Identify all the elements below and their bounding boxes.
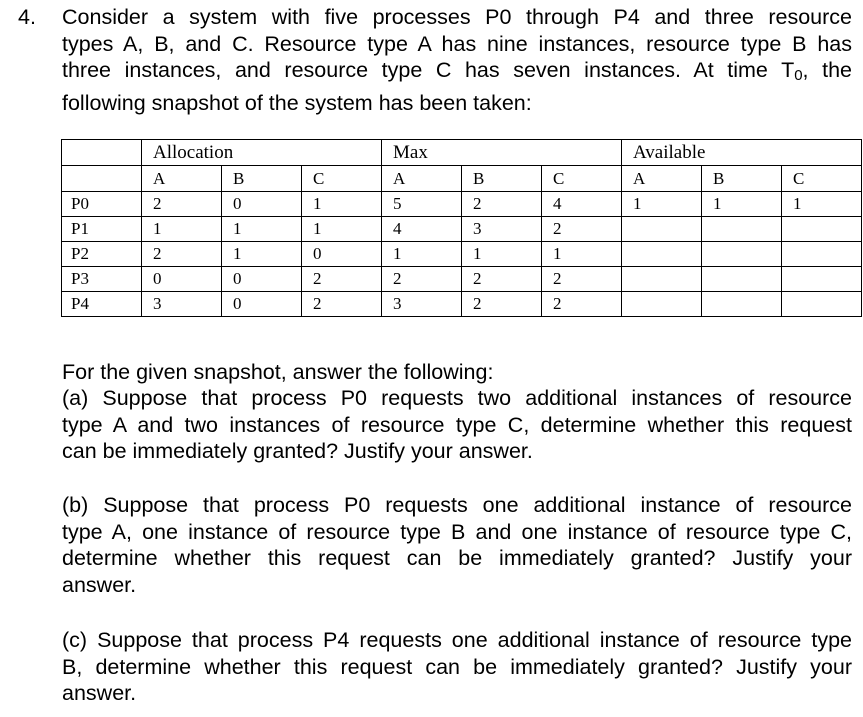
value-cell: 2 [542,292,622,317]
corner-cell [62,140,142,166]
value-cell: 2 [382,267,462,292]
part-a-line: (a) Suppose that process P0 requests two additional instances of resource [62,386,852,410]
question-intro [62,4,852,116]
process-label: P1 [62,217,142,242]
value-cell [782,267,862,292]
column-header: A [382,166,462,192]
value-cell: 1 [142,217,222,242]
value-cell: 1 [542,242,622,267]
process-row [62,242,862,267]
value-cell: 2 [462,292,542,317]
column-header: C [302,166,382,192]
part-c-line: answer. [62,681,137,705]
value-cell [622,292,702,317]
value-cell [702,292,782,317]
value-cell: 3 [462,217,542,242]
value-cell: 0 [302,242,382,267]
value-cell [622,267,702,292]
value-cell: 1 [222,242,302,267]
value-cell [622,217,702,242]
column-header-row [62,166,862,192]
column-header: A [142,166,222,192]
value-cell: 2 [542,217,622,242]
section-available: Available [622,140,862,166]
value-cell: 3 [142,292,222,317]
part-b-line: (b) Suppose that process P0 requests one additional instance of resource [62,493,852,517]
column-header: B [222,166,302,192]
value-cell [702,242,782,267]
part-b [62,492,852,598]
section-header-row [62,140,862,166]
part-a-line: type A and two instances of resource type C, determine whether this request [62,412,852,437]
part-a-line: can be immediately granted? Justify your answer. [62,439,533,463]
process-label: P2 [62,242,142,267]
value-cell: 1 [462,242,542,267]
column-header: C [782,166,862,192]
value-cell: 1 [702,192,782,217]
snapshot-table [61,139,862,317]
part-c-line: B, determine whether this request can be immediately granted? Justify your [62,654,852,679]
intro-line-text: three instances, and resource type C has seven instances. At time T [62,58,795,82]
intro-line: Consider a system with five processes P0 through P4 and three resource [62,5,852,29]
intro-line: following snapshot of the system has been taken: [62,90,532,115]
value-cell: 1 [382,242,462,267]
part-b-line: type A, one instance of resource type B and one instance of resource type C, [62,519,852,544]
value-cell: 1 [302,192,382,217]
column-header: B [462,166,542,192]
value-cell: 5 [382,192,462,217]
value-cell: 2 [302,267,382,292]
value-cell: 2 [142,192,222,217]
process-row [62,292,862,317]
corner-cell [62,166,142,192]
value-cell: 1 [222,217,302,242]
intro-line-tail: , the [802,58,852,82]
value-cell: 3 [382,292,462,317]
value-cell: 0 [222,292,302,317]
intro-line [62,57,852,90]
part-c [62,627,852,707]
value-cell: 2 [462,192,542,217]
snapshot-body [62,140,862,317]
value-cell: 2 [142,242,222,267]
process-row [62,192,862,217]
part-c-line: (c) Suppose that process P4 requests one additional instance of resource type [62,628,852,652]
value-cell [782,292,862,317]
value-cell: 0 [222,267,302,292]
value-cell: 1 [622,192,702,217]
column-header: C [542,166,622,192]
value-cell [622,242,702,267]
value-cell: 0 [222,192,302,217]
process-label: P4 [62,292,142,317]
value-cell [702,217,782,242]
value-cell: 2 [462,267,542,292]
value-cell: 2 [542,267,622,292]
question-number: 4. [18,5,36,29]
time-subscript: 0 [794,67,803,84]
column-header: A [622,166,702,192]
column-header: B [702,166,782,192]
value-cell [782,217,862,242]
value-cell: 1 [782,192,862,217]
part-a [62,385,852,465]
section-max: Max [382,140,622,166]
process-row [62,217,862,242]
value-cell: 2 [302,292,382,317]
value-cell [702,267,782,292]
part-b-line: answer. [62,572,137,597]
value-cell: 1 [302,217,382,242]
value-cell [782,242,862,267]
section-allocation: Allocation [142,140,382,166]
value-cell: 4 [382,217,462,242]
value-cell: 0 [142,267,222,292]
part-b-line: determine whether this request can be immediately granted? Justify your [62,546,852,570]
prompt-text: For the given snapshot, answer the following: [62,360,494,384]
process-label: P3 [62,267,142,292]
intro-line: types A, B, and C. Resource type A has nine instances, resource type B has [62,31,852,56]
process-label: P0 [62,192,142,217]
process-row [62,267,862,292]
value-cell: 4 [542,192,622,217]
